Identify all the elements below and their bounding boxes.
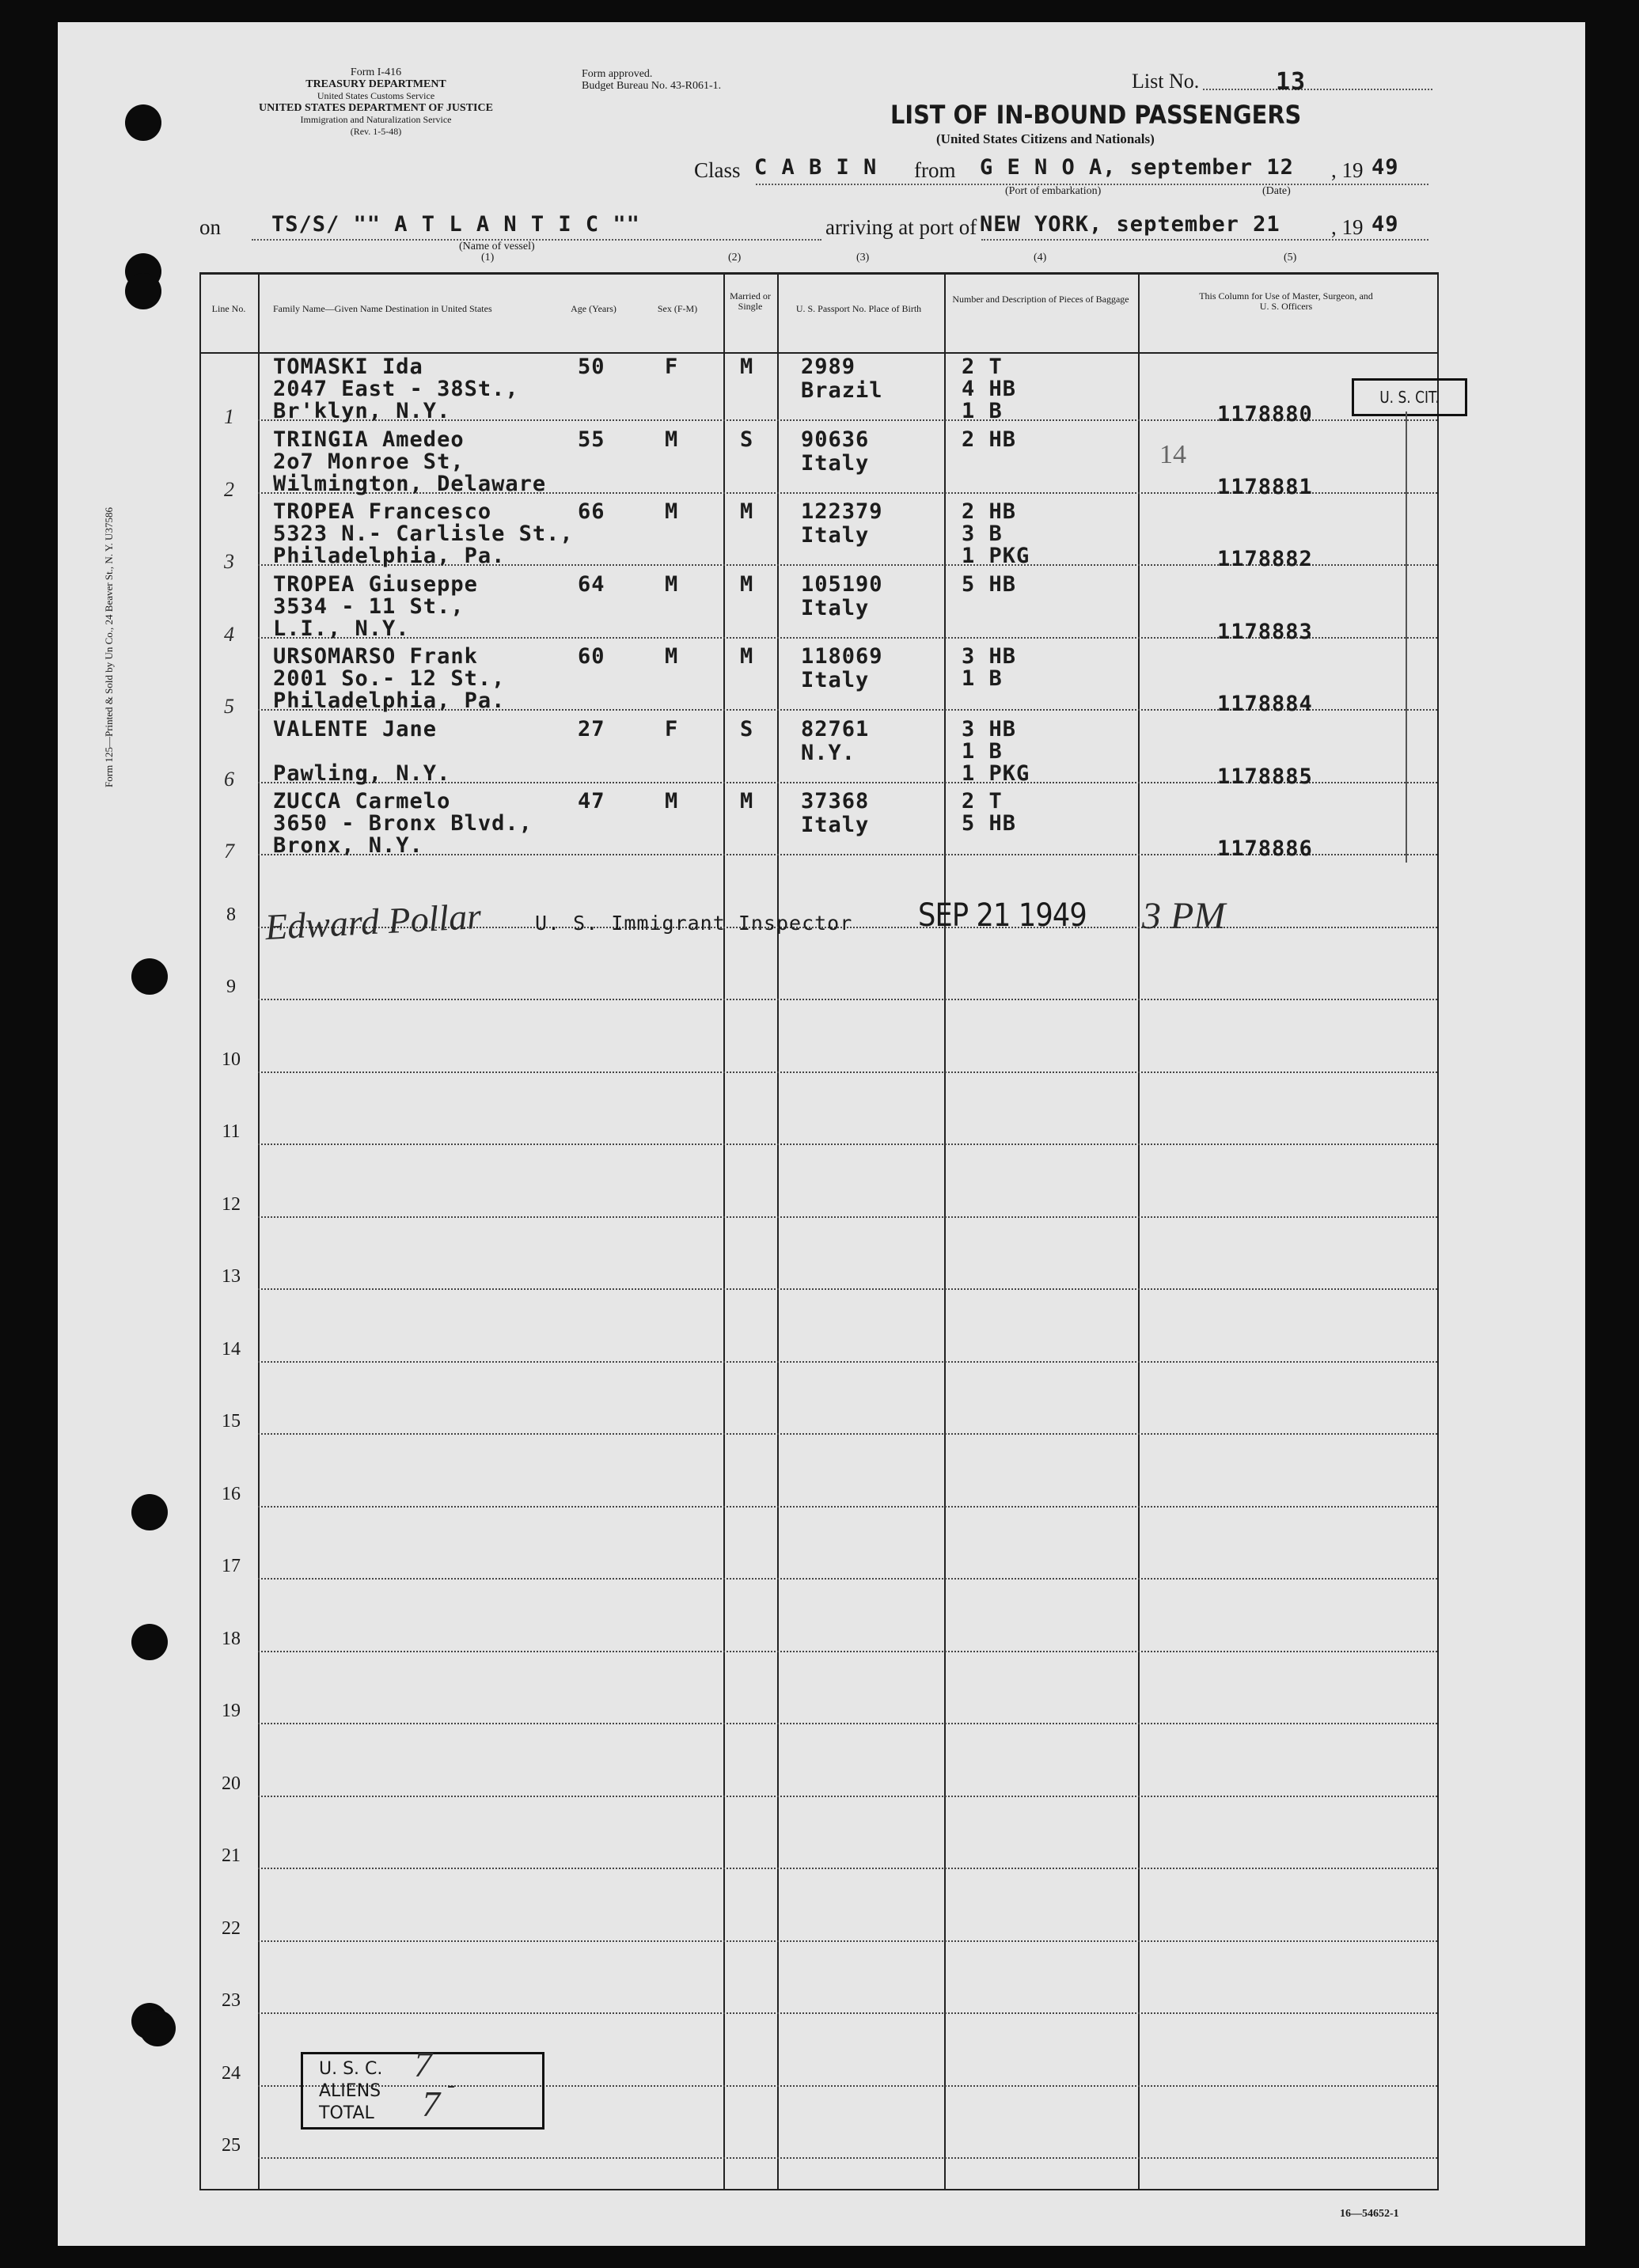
- row-dotted-line: [258, 1433, 1437, 1435]
- marital-status: M: [740, 499, 754, 524]
- officer-number: 1178881: [1217, 474, 1313, 499]
- officer-number: 1178886: [1217, 836, 1313, 861]
- place-of-birth: Brazil: [801, 378, 883, 403]
- baggage-2: 3 B: [962, 521, 1003, 546]
- header-line-no: Line No.: [211, 303, 246, 314]
- col1-caption: (1): [481, 252, 495, 264]
- place-of-birth: N.Y.: [801, 740, 856, 765]
- inspector-signature: Edward Pollar: [264, 895, 483, 948]
- baggage-2: 4 HB: [962, 377, 1017, 401]
- col5-caption: (5): [1284, 252, 1297, 264]
- printer-margin-text: Form 125—Printed & Sold by Un Co., 24 Beaver St., N. Y. U37586: [103, 507, 115, 787]
- passport-number: 105190: [801, 571, 883, 597]
- line-number-handwritten: 6: [224, 767, 234, 791]
- total-label: TOTAL: [319, 2103, 374, 2123]
- baggage-1: 2 T: [962, 789, 1003, 814]
- table-header-border: [199, 352, 1439, 354]
- sex: M: [665, 571, 679, 597]
- row-number: 24: [222, 2062, 241, 2084]
- sex: M: [665, 789, 679, 814]
- address-line-1: 2o7 Monroe St,: [273, 449, 465, 474]
- row-number: 14: [222, 1338, 241, 1360]
- sex: M: [665, 499, 679, 524]
- address-line-1: 3534 - 11 St.,: [273, 594, 465, 619]
- row-dotted-line: [258, 999, 1437, 1000]
- row-number: 22: [222, 1917, 241, 1939]
- passenger-name: URSOMARSO Frank: [273, 644, 478, 669]
- row-number: 13: [222, 1266, 241, 1287]
- form-header-block: [202, 66, 550, 138]
- binder-hole: [139, 2010, 176, 2046]
- address-line-2: Philadelphia, Pa.: [273, 544, 506, 568]
- passport-number: 2989: [801, 355, 856, 379]
- address-line-2: Philadelphia, Pa.: [273, 688, 506, 713]
- arrival-dots: [981, 239, 1428, 241]
- list-number-dots: [1203, 89, 1432, 90]
- address-line-1: 5323 N.- Carlisle St.,: [273, 521, 574, 546]
- row-dotted-line: [258, 1288, 1437, 1290]
- officer-number: 1178884: [1217, 692, 1313, 716]
- passenger-name: TROPEA Giuseppe: [273, 571, 478, 597]
- row-dotted-line: [258, 1796, 1437, 1797]
- page-subtitle: (United States Citizens and Nationals): [936, 131, 1155, 146]
- col-line-officers: [1138, 272, 1140, 2190]
- age: 64: [578, 571, 605, 597]
- vessel-dots: [252, 239, 821, 241]
- arrival-time: 3 PM: [1142, 895, 1226, 937]
- total-value: 7: [422, 2084, 440, 2124]
- passenger-name: VALENTE Jane: [273, 716, 438, 741]
- address-line-2: Br'klyn, N.Y.: [273, 399, 451, 423]
- row-dotted-line: [258, 1723, 1437, 1724]
- arrival-year: 49: [1372, 212, 1399, 237]
- line-number-handwritten: 5: [224, 695, 234, 718]
- address-line-1: 2001 So.- 12 St.,: [273, 666, 506, 691]
- col-line-baggage: [944, 272, 946, 2190]
- form-approval-block: [582, 68, 721, 92]
- row-dotted-line: [258, 1506, 1437, 1508]
- place-of-birth: Italy: [801, 450, 870, 476]
- address-line-2: L.I., N.Y.: [273, 616, 410, 641]
- baggage-1: 5 HB: [962, 571, 1017, 597]
- class-value: C A B I N: [754, 155, 878, 180]
- us-citizen-stamp: [1352, 378, 1467, 416]
- on-label: on: [199, 215, 221, 239]
- address-line-2: Pawling, N.Y.: [273, 760, 451, 786]
- customs-service: United States Customs Service: [317, 90, 435, 101]
- usc-label: U. S. C.: [319, 2059, 383, 2079]
- baggage-3: 1 B: [962, 399, 1003, 423]
- age: 66: [578, 499, 605, 524]
- age: 55: [578, 427, 605, 452]
- line-number-handwritten: 7: [224, 840, 234, 863]
- row-number: 19: [222, 1701, 241, 1721]
- passenger-name: TRINGIA Amedeo: [273, 427, 465, 452]
- line-number-handwritten: 3: [224, 550, 234, 573]
- header-baggage: Number and Description of Pieces of Baggage: [952, 294, 1129, 305]
- aliens-label: ALIENS: [319, 2081, 381, 2101]
- passenger-name: TOMASKI Ida: [273, 355, 423, 379]
- usc-value: 7: [414, 2044, 432, 2084]
- table-bottom-border: [199, 2189, 1439, 2190]
- passport-number: 122379: [801, 499, 883, 524]
- row-number: 15: [222, 1411, 241, 1432]
- row-dotted-line: [258, 2012, 1437, 2014]
- header-name: Family Name—Given Name Destination in United States: [273, 303, 492, 314]
- marital-status: M: [740, 571, 754, 597]
- row-dotted-line: [258, 1651, 1437, 1652]
- form-approved: Form approved.: [582, 68, 653, 80]
- col3-caption: (3): [856, 252, 870, 264]
- row-dotted-line: [258, 1940, 1437, 1942]
- row-number: 25: [222, 2135, 241, 2156]
- row-number: 20: [222, 1773, 241, 1794]
- place-of-birth: Italy: [801, 668, 870, 692]
- row-dotted-line: [258, 1216, 1437, 1218]
- row-dotted-line: [258, 1578, 1437, 1580]
- aliens-value: -: [447, 2072, 455, 2098]
- place-of-birth: Italy: [801, 595, 870, 620]
- marital-status: S: [740, 427, 754, 452]
- table-left-border: [199, 272, 201, 2190]
- place-of-birth: Italy: [801, 523, 870, 548]
- arrival-date-stamp: SEP 21 1949: [918, 897, 1087, 934]
- baggage-2: 1 B: [962, 738, 1003, 764]
- baggage-1: 2 HB: [962, 499, 1017, 524]
- from-year-prefix: , 19: [1331, 158, 1364, 182]
- age: 60: [578, 644, 605, 669]
- budget-bureau: Budget Bureau No. 43-R061-1.: [582, 80, 722, 92]
- binder-hole: [131, 958, 168, 995]
- row-number: 11: [222, 1121, 241, 1142]
- list-number-value: 13: [1276, 68, 1307, 96]
- totals-box: [301, 2044, 544, 2130]
- sex: M: [665, 644, 679, 669]
- officer-number: 1178883: [1217, 619, 1313, 644]
- marital-status: M: [740, 355, 754, 379]
- binder-hole: [125, 104, 161, 141]
- row-number: 12: [222, 1193, 241, 1215]
- col4-caption: (4): [1034, 252, 1047, 264]
- header-age: Age (Years): [571, 303, 617, 314]
- arrival-value: NEW YORK, september 21: [980, 212, 1280, 237]
- line-number-handwritten: 1: [224, 405, 234, 428]
- port-embarkation-caption: (Port of embarkation): [1005, 185, 1102, 197]
- header-married: Married or Single: [730, 290, 771, 312]
- header-officers: This Column for Use of Master, Surgeon, and U. S. Officers: [1199, 290, 1373, 312]
- marital-status: S: [740, 716, 754, 741]
- revision-date: (Rev. 1-5-48): [350, 126, 402, 137]
- from-value: G E N O A, september 12: [980, 155, 1294, 180]
- address-line-1: 2047 East - 38St.,: [273, 377, 519, 401]
- baggage-2: 1 B: [962, 666, 1003, 691]
- officer-number: 1178885: [1217, 764, 1313, 789]
- line-number-handwritten: 2: [224, 477, 234, 501]
- row-number: 8: [226, 904, 236, 925]
- immigration-service: Immigration and Naturalization Service: [300, 114, 452, 125]
- header-sex: Sex (F-M): [657, 303, 698, 314]
- row-dotted-line: [258, 1143, 1437, 1145]
- treasury-department: TREASURY DEPARTMENT: [305, 78, 446, 90]
- col-line-married: [723, 272, 725, 2190]
- passenger-name: TROPEA Francesco: [273, 499, 492, 524]
- baggage-3: 1 PKG: [962, 544, 1030, 568]
- inspector-title: U. S. Immigrant Inspector: [535, 912, 853, 935]
- row-dotted-line: [258, 1868, 1437, 1869]
- sex: F: [665, 355, 679, 379]
- arriving-label: arriving at port of: [825, 215, 977, 239]
- passport-number: 90636: [801, 427, 870, 452]
- footer-code: 16—54652-1: [1340, 2208, 1399, 2220]
- row-number: 10: [222, 1049, 241, 1070]
- header-passport: U. S. Passport No. Place of Birth: [795, 303, 922, 314]
- age: 50: [578, 355, 605, 379]
- table-top-border: [199, 272, 1439, 275]
- page-title: LIST OF IN-BOUND PASSENGERS: [890, 100, 1302, 130]
- baggage-1: 2 T: [962, 355, 1003, 379]
- col-line-passport: [777, 272, 779, 2190]
- officer-number: 1178882: [1217, 547, 1313, 571]
- row-number: 23: [222, 1990, 241, 2011]
- col2-caption: (2): [728, 252, 742, 264]
- us-citizen-stamp-text: U. S. CIT.: [1379, 388, 1440, 407]
- col-line-name: [258, 272, 260, 2190]
- stamp-bracket-line: [1406, 412, 1407, 863]
- form-number: Form I-416: [350, 66, 402, 78]
- list-number-label: List No.: [1132, 70, 1200, 93]
- margin-mark: 14: [1159, 440, 1186, 469]
- vessel-name: TS/S/ "" A T L A N T I C "": [271, 212, 640, 237]
- sex: M: [665, 427, 679, 452]
- passport-number: 37368: [801, 789, 870, 814]
- row-dotted-line: [258, 2157, 1437, 2159]
- arrival-year-prefix: , 19: [1331, 215, 1364, 239]
- sex: F: [665, 716, 679, 741]
- row-number: 21: [222, 1845, 241, 1866]
- from-label: from: [914, 158, 956, 182]
- from-year: 49: [1372, 155, 1399, 180]
- justice-department: UNITED STATES DEPARTMENT OF JUSTICE: [259, 102, 493, 114]
- age: 27: [578, 716, 605, 741]
- binder-hole: [131, 1624, 168, 1660]
- row-dotted-line: [258, 1361, 1437, 1363]
- place-of-birth: Italy: [801, 813, 870, 837]
- passport-number: 82761: [801, 716, 870, 741]
- baggage-1: 3 HB: [962, 644, 1017, 669]
- binder-hole: [131, 1494, 168, 1530]
- marital-status: M: [740, 644, 754, 669]
- row-number: 16: [222, 1483, 241, 1504]
- baggage-1: 2 HB: [962, 427, 1017, 452]
- address-line-2: Wilmington, Delaware: [273, 471, 547, 496]
- binder-hole: [125, 273, 161, 309]
- row-number: 18: [222, 1628, 241, 1649]
- address-line-1: 3650 - Bronx Blvd.,: [273, 811, 533, 836]
- vessel-caption: (Name of vessel): [459, 241, 535, 252]
- row-number: 9: [226, 977, 236, 997]
- line-number-handwritten: 4: [224, 622, 234, 646]
- baggage-1: 3 HB: [962, 716, 1017, 741]
- marital-status: M: [740, 789, 754, 814]
- age: 47: [578, 789, 605, 814]
- row-number: 17: [222, 1556, 241, 1576]
- baggage-3: 1 PKG: [962, 760, 1030, 786]
- passport-number: 118069: [801, 644, 883, 669]
- baggage-2: 5 HB: [962, 811, 1017, 836]
- class-label: Class: [694, 158, 741, 182]
- table-right-border: [1437, 272, 1439, 2190]
- row-dotted-line: [258, 1071, 1437, 1073]
- passenger-name: ZUCCA Carmelo: [273, 789, 451, 814]
- date-caption: (Date): [1262, 185, 1291, 197]
- officer-number: 1178880: [1217, 402, 1313, 427]
- address-line-2: Bronx, N.Y.: [273, 833, 423, 858]
